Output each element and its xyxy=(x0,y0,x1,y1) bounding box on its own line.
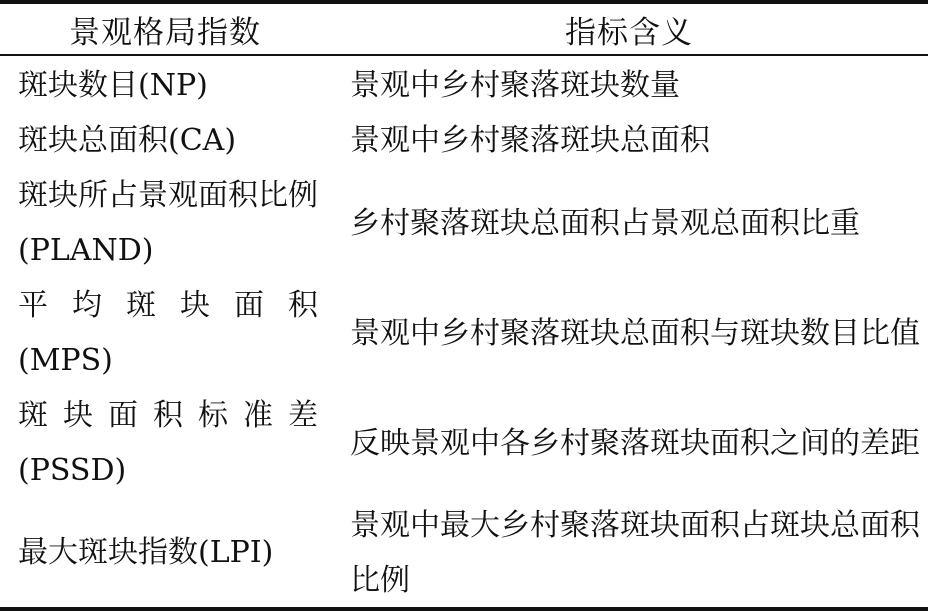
header-landscape-index: 景观格局指数 xyxy=(69,14,261,51)
index-name: 平 均 斑 块 面 积 (MPS) xyxy=(18,288,318,378)
index-name: 斑块总面积(CA) xyxy=(18,123,237,158)
index-name-cell xyxy=(18,498,318,607)
table-row xyxy=(0,388,928,498)
table-row xyxy=(0,113,928,168)
table-header-rule xyxy=(0,54,928,56)
index-meaning-cell xyxy=(350,388,920,498)
index-meaning: 景观中乡村聚落斑块总面积 xyxy=(350,123,710,158)
index-meaning: 景观中乡村聚落斑块总面积与斑块数目比值 xyxy=(350,315,920,351)
index-name: 斑 块 面 积 标 准 差 (PSSD) xyxy=(18,398,318,488)
index-name-cell xyxy=(18,168,318,278)
table-row xyxy=(0,498,928,607)
index-meaning: 乡村聚落斑块总面积占景观总面积比重 xyxy=(350,205,860,241)
index-name: 最大斑块指数(LPI) xyxy=(18,535,274,570)
table-bottom-rule xyxy=(0,607,928,611)
table-row xyxy=(0,58,928,113)
index-meaning-cell xyxy=(350,58,920,113)
table-row xyxy=(0,278,928,388)
index-meaning-cell xyxy=(350,113,920,168)
index-meaning: 景观中乡村聚落斑块数量 xyxy=(350,68,680,103)
index-meaning: 反映景观中各乡村聚落斑块面积之间的差距 xyxy=(350,425,920,461)
index-name-cell xyxy=(18,278,318,388)
index-name: 斑块数目(NP) xyxy=(18,68,208,103)
index-meaning: 景观中最大乡村聚落斑块面积占斑块总面积比例 xyxy=(350,507,920,598)
header-index-meaning: 指标含义 xyxy=(565,14,693,51)
index-meaning-cell xyxy=(350,168,920,278)
index-meaning-cell xyxy=(350,498,920,607)
index-meaning-cell xyxy=(350,278,920,388)
index-name-cell xyxy=(18,113,318,168)
index-name-cell xyxy=(18,388,318,498)
index-name: 斑块所占景观面积比例(PLAND) xyxy=(18,178,318,268)
index-name-cell xyxy=(18,58,318,113)
table-row xyxy=(0,168,928,278)
